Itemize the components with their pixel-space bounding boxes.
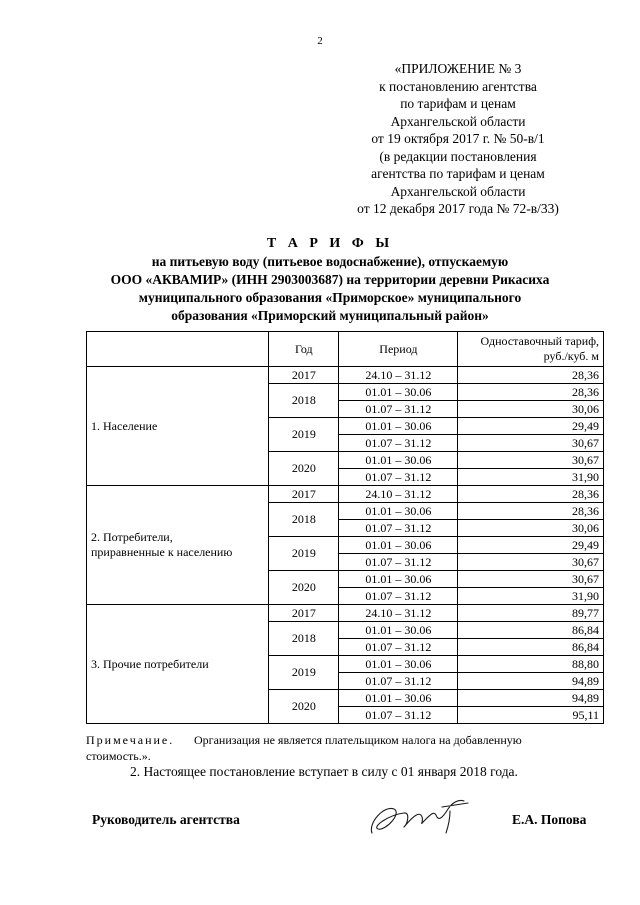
page-number: 2 [317,35,323,47]
tariff-cell: 30,67 [458,554,604,571]
effective-date-clause: 2. Настоящее постановление вступает в силу с 01 января 2018 года. [130,764,518,779]
table-row [87,605,604,622]
tariff-cell: 94,89 [458,690,604,707]
appendix-line: к постановлению агентства [379,78,537,94]
appendix-line: (в редакции постановления [379,148,537,164]
appendix-line: Архангельской области [390,113,526,129]
category-cell [87,486,269,605]
appendix-line: агентства по тарифам и ценам [371,166,545,181]
year-cell: 2017 [269,486,339,503]
tariff-cell: 95,11 [458,707,604,724]
title-line: ООО «АКВАМИР» (ИНН 2903003687) на территории деревни Рикасиха [110,272,550,287]
tariff-cell: 29,49 [458,418,604,435]
year-cell: 2018 [269,384,339,418]
note [86,732,598,764]
appendix-header [340,60,576,218]
title-block [60,235,600,325]
period-cell: 01.07 – 31.12 [339,520,458,537]
tariff-cell: 86,84 [458,639,604,656]
tariff-header-line2: руб./куб. м [543,349,599,363]
table-row [87,367,604,384]
appendix-line: от 12 декабря 2017 года № 72-в/33) [357,201,559,216]
tariff-cell: 28,36 [458,384,604,401]
tariff-cell: 86,84 [458,622,604,639]
tariff-cell: 88,80 [458,656,604,673]
period-cell: 01.01 – 30.06 [339,503,458,520]
category-label: 3. Прочие потребители [91,656,209,671]
period-cell: 01.07 – 31.12 [339,554,458,571]
note-text-continued: стоимость.». [86,749,151,763]
title-line: муниципального образования «Приморское» муниципального [138,290,522,305]
year-cell: 2020 [269,690,339,724]
tariff-cell: 31,90 [458,469,604,486]
table-row [87,486,604,503]
title-line: на питьевую воду (питьевое водоснабжение), отпускаемую [151,254,509,269]
tariff-cell: 31,90 [458,588,604,605]
period-cell: 01.07 – 31.12 [339,588,458,605]
tariff-cell: 30,67 [458,571,604,588]
tariff-cell: 30,67 [458,435,604,452]
document-title: Т А Р И Ф Ы [266,236,394,251]
appendix-line: по тарифам и ценам [400,96,516,111]
period-cell: 01.01 – 30.06 [339,537,458,554]
note-text: Организация не является плательщиком налога на добавленную [194,733,522,747]
period-cell: 24.10 – 31.12 [339,367,458,384]
handwritten-signature [364,793,476,843]
appendix-line: Архангельской области [390,183,526,199]
period-cell: 01.01 – 30.06 [339,384,458,401]
year-cell: 2019 [269,537,339,571]
year-cell: 2018 [269,622,339,656]
year-cell: 2017 [269,367,339,384]
year-cell: 2019 [269,656,339,690]
table-body [87,367,604,724]
tariff-cell: 94,89 [458,673,604,690]
tariff-cell: 30,67 [458,452,604,469]
category-label: 1. Население [91,418,158,433]
table-header-row [87,332,604,367]
signatory-name: Е.А. Попова [512,812,587,827]
title-line: образования «Приморский муниципальный район» [171,308,489,323]
tariff-cell: 89,77 [458,605,604,622]
year-cell: 2020 [269,571,339,605]
period-cell: 01.07 – 31.12 [339,401,458,418]
category-header [87,332,269,367]
period-cell: 01.01 – 30.06 [339,418,458,435]
period-cell: 01.01 – 30.06 [339,571,458,588]
category-label-continued: приравненные к населению [91,545,233,559]
tariffs-table [86,331,604,724]
category-label: 2. Потребители, [91,530,173,544]
tariff-cell: 30,06 [458,401,604,418]
tariff-header-line1: Одноставочный тариф, [480,334,599,348]
period-cell: 01.01 – 30.06 [339,452,458,469]
period-cell: 01.01 – 30.06 [339,656,458,673]
tariff-cell: 30,06 [458,520,604,537]
year-cell: 2018 [269,503,339,537]
tariff-header [458,332,604,367]
tariff-cell: 28,36 [458,486,604,503]
period-cell: 01.07 – 31.12 [339,639,458,656]
appendix-line: «ПРИЛОЖЕНИЕ № 3 [394,61,522,76]
category-cell [87,605,269,724]
tariff-cell: 28,36 [458,367,604,384]
tariff-cell: 28,36 [458,503,604,520]
period-header: Период [339,332,458,367]
period-cell: 01.01 – 30.06 [339,690,458,707]
period-cell: 01.07 – 31.12 [339,469,458,486]
period-cell: 01.07 – 31.12 [339,435,458,452]
note-label: Примечание. [86,733,175,747]
category-cell [87,367,269,486]
period-cell: 01.01 – 30.06 [339,622,458,639]
year-header: Год [269,332,339,367]
year-cell: 2019 [269,418,339,452]
period-cell: 01.07 – 31.12 [339,707,458,724]
period-cell: 01.07 – 31.12 [339,673,458,690]
year-cell: 2017 [269,605,339,622]
period-cell: 24.10 – 31.12 [339,486,458,503]
period-cell: 24.10 – 31.12 [339,605,458,622]
tariff-cell: 29,49 [458,537,604,554]
signatory-title: Руководитель агентства [92,812,240,827]
year-cell: 2020 [269,452,339,486]
appendix-line: от 19 октября 2017 г. № 50-в/1 [371,131,545,146]
